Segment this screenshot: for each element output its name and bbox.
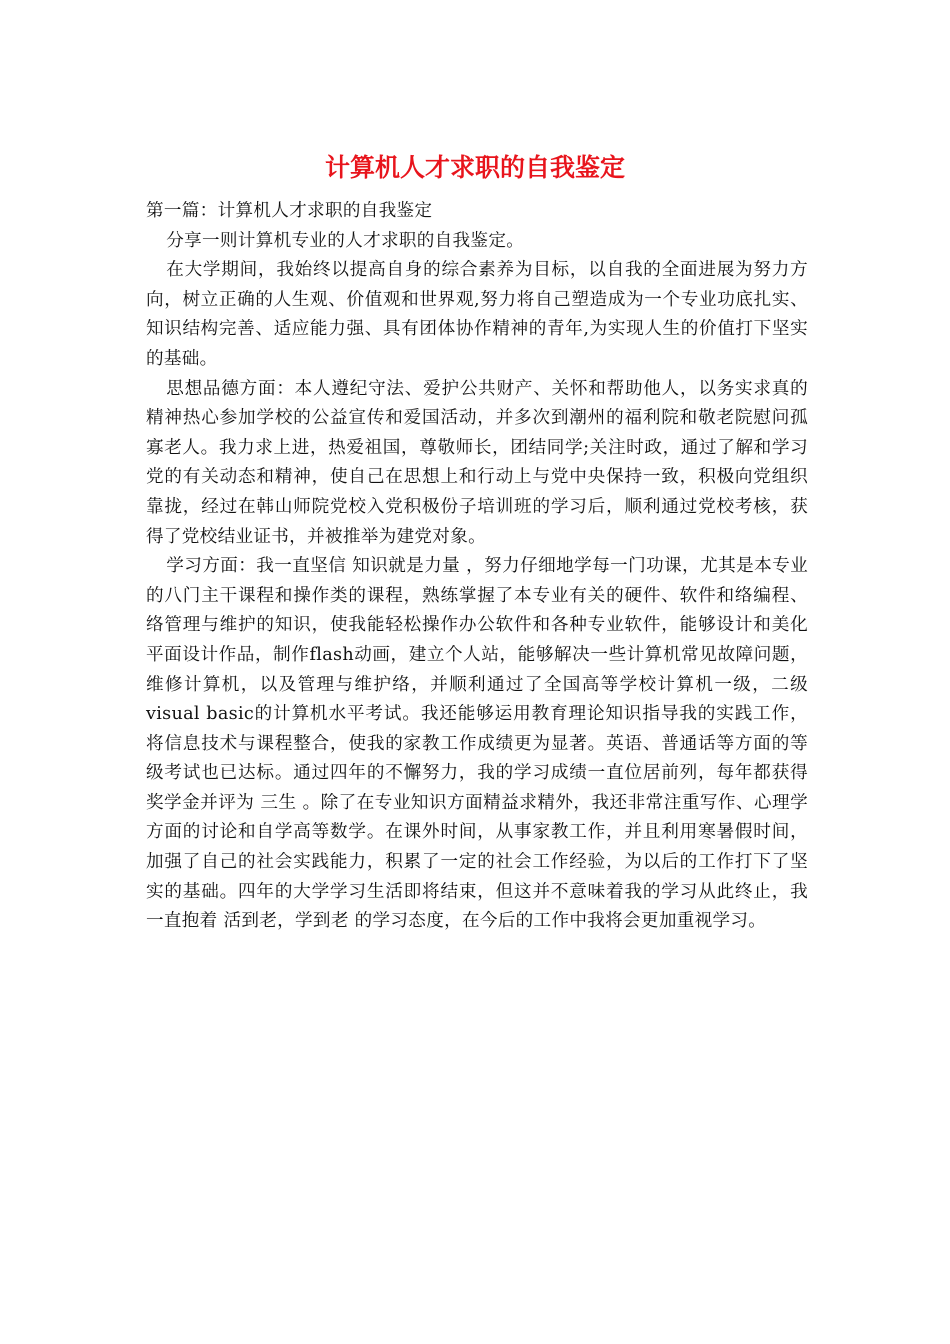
paragraph-study: 学习方面：我一直坚信 知识就是力量 ，努力仔细地学每一门功课，尤其是本专业的八门主干课程和操作类的课程，熟练掌握了本专业有关的硬件、软件和络编程、络管理与维护的知识，使我能轻松操作办公软件和各种专业软件，能够设计和美化平面设计作品，制作flash动画，建立个人站，能够解决一些计算机常见故障问题，维修计算机，以及管理与维护络，并顺利通过了全国高等学校计算机一级，二级visual basic的计算机水平考试。我还能够运用教育理论知识指导我的实践工作，将信息技术与课程整合，使我的家教工作成绩更为显著。英语、普通话等方面的等级考试也已达标。通过四年的不懈努力，我的学习成绩一直位居前列，每年都获得奖学金并评为 三生 。除了在专业知识方面精益求精外，我还非常注重写作、心理学方面的讨论和自学高等数学。在课外时间，从事家教工作，并且利用寒暑假时间，加强了自己的社会实践能力，积累了一定的社会工作经验，为以后的工作打下了坚实的基础。四年的大学学习生活即将结束，但这并不意味着我的学习从此终止，我一直抱着 活到老，学到老 的学习态度，在今后的工作中我将会更加重视学习。 — [146, 556, 808, 932]
paragraph-ideology: 思想品德方面：本人遵纪守法、爱护公共财产、关怀和帮助他人，以务实求真的精神热心参加学校的公益宣传和爱国活动，并多次到潮州的福利院和敬老院慰问孤寡老人。我力求上进，热爱祖国，尊敬师长，团结同学;关注时政，通过了解和学习党的有关动态和精神，使自己在思想上和行动上与党中央保持一致，积极向党组织靠拢，经过在韩山师院党校入党积极份子培训班的学习后，顺利通过党校考核，获得了党校结业证书，并被推举为建党对象。 — [146, 378, 808, 547]
document-title: 计算机人才求职的自我鉴定 — [324, 153, 625, 182]
document-body — [146, 197, 808, 937]
paragraph-university: 在大学期间，我始终以提高自身的综合素养为目标，以自我的全面进展为努力方向，树立正确的人生观、价值观和世界观,努力将自己塑造成为一个专业功底扎实、知识结构完善、适应能力强、具有团体协作精神的青年,为实现人生的价值打下坚实的基础。 — [146, 260, 808, 369]
section-heading: 第一篇：计算机人才求职的自我鉴定 — [146, 201, 433, 221]
paragraph-intro: 分享一则计算机专业的人才求职的自我鉴定。 — [166, 230, 525, 251]
